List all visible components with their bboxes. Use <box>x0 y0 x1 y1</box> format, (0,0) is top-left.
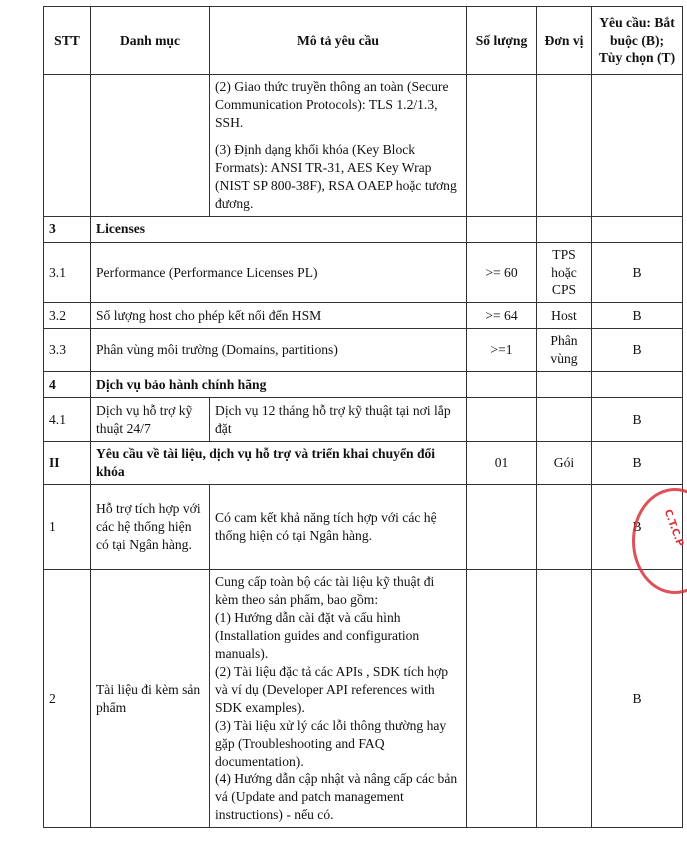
row-quantity: 01 <box>467 442 537 485</box>
row-requirement: B <box>592 442 683 485</box>
row-category: Phân vùng môi trường (Domains, partitions) <box>91 329 467 372</box>
row-stt: 1 <box>44 485 91 570</box>
header-description: Mô tả yêu cầu <box>210 7 467 75</box>
row-category: Số lượng host cho phép kết nối đến HSM <box>91 303 467 329</box>
row-requirement: B <box>592 303 683 329</box>
row-description: Có cam kết khả năng tích hợp với các hệ thống hiện có tại Ngân hàng. <box>210 485 467 570</box>
row-requirement: B <box>592 242 683 303</box>
description-paragraph: (4) Hướng dẫn cập nhật và nâng cấp các bản vá (Update and patch management instructions) - nếu có. <box>215 771 458 823</box>
row-requirement: B <box>592 329 683 372</box>
header-category: Danh mục <box>91 7 210 75</box>
row-description <box>210 570 467 828</box>
row-quantity: >= 64 <box>467 303 537 329</box>
table-row <box>44 329 683 372</box>
table-row <box>44 242 683 303</box>
row-unit: Host <box>537 303 592 329</box>
header-stt: STT <box>44 7 91 75</box>
row-quantity: >=1 <box>467 329 537 372</box>
description-paragraph: Cung cấp toàn bộ các tài liệu kỹ thuật đi kèm theo sản phẩm, bao gồm: <box>215 574 435 608</box>
row-stt: 3.3 <box>44 329 91 372</box>
row-requirement: B <box>592 570 683 828</box>
table-row <box>44 398 683 442</box>
description-paragraph: (2) Tài liệu đặc tả các APIs , SDK tích hợp và ví dụ (Developer API references with SDK examples). <box>215 663 449 715</box>
row-stt: 2 <box>44 570 91 828</box>
section-stt: 4 <box>44 372 91 398</box>
description-paragraph: (3) Tài liệu xử lý các lỗi thông thường hay gặp (Troubleshooting and FAQ documentation). <box>215 717 447 769</box>
requirements-table <box>43 6 683 828</box>
row-unit: Phân vùng <box>537 329 592 372</box>
continued-description <box>210 75 467 217</box>
row-description: Dịch vụ 12 tháng hỗ trợ kỹ thuật tại nơi lắp đặt <box>210 398 467 442</box>
row-category: Hỗ trợ tích hợp với các hệ thống hiện có tại Ngân hàng. <box>91 485 210 570</box>
table-row <box>44 570 683 828</box>
section-row <box>44 442 683 485</box>
section-title: Yêu cầu về tài liệu, dịch vụ hỗ trợ và triển khai chuyển đổi khóa <box>91 442 467 485</box>
description-paragraph: (3) Định dạng khối khóa (Key Block Formats): ANSI TR-31, AES Key Wrap (NIST SP 800-38F), RSA OAEP hoặc tương đương. <box>215 141 457 211</box>
description-paragraph: (1) Hướng dẫn cài đặt và cấu hình (Installation guides and configuration manuals). <box>215 610 420 661</box>
section-row <box>44 216 683 242</box>
header-quantity: Số lượng <box>467 7 537 75</box>
row-quantity: >= 60 <box>467 242 537 303</box>
row-category: Dịch vụ hỗ trợ kỹ thuật 24/7 <box>91 398 210 442</box>
header-row <box>44 7 683 75</box>
row-unit: Gói <box>537 442 592 485</box>
stamp-text: C.T.C.P <box>661 508 686 549</box>
table-row <box>44 303 683 329</box>
section-row <box>44 372 683 398</box>
table-row <box>44 485 683 570</box>
header-requirement: Yêu cầu: Bắt buộc (B); Tùy chọn (T) <box>592 7 683 75</box>
row-unit: TPS hoặc CPS <box>537 242 592 303</box>
section-stt: 3 <box>44 216 91 242</box>
row-category: Tài liệu đi kèm sản phẩm <box>91 570 210 828</box>
section-title: Dịch vụ bảo hành chính hãng <box>91 372 467 398</box>
header-unit: Đơn vị <box>537 7 592 75</box>
section-title: Licenses <box>91 216 467 242</box>
table-row <box>44 75 683 217</box>
row-stt: 4.1 <box>44 398 91 442</box>
description-paragraph: (2) Giao thức truyền thông an toàn (Secure Communication Protocols): TLS 1.2/1.3, SSH. <box>215 79 449 130</box>
section-stt: II <box>44 442 91 485</box>
row-requirement: B <box>592 398 683 442</box>
row-stt: 3.2 <box>44 303 91 329</box>
row-stt: 3.1 <box>44 242 91 303</box>
row-category: Performance (Performance Licenses PL) <box>91 242 467 303</box>
row-requirement: B <box>592 485 683 570</box>
